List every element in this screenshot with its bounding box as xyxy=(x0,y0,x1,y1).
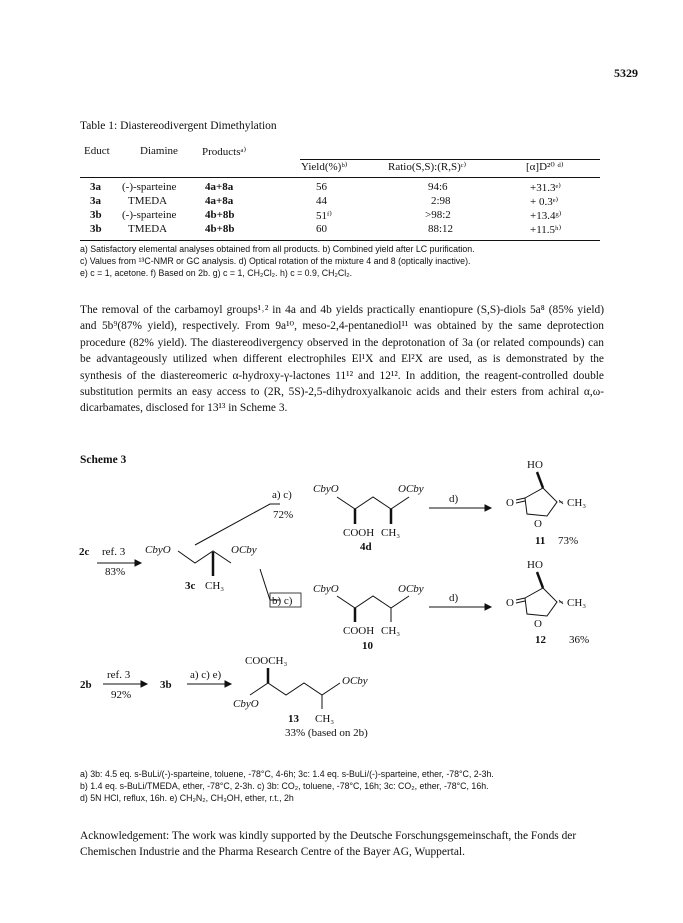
label-yield-83: 83% xyxy=(105,566,126,578)
cell-yield: 44 xyxy=(316,195,327,207)
cell-ratio: 94:6 xyxy=(428,181,448,193)
label-ch3-10: CH₃ xyxy=(381,625,401,637)
label-13: 13 xyxy=(288,713,299,725)
header-rule xyxy=(80,177,600,178)
label-ho-11: HO xyxy=(527,459,543,471)
label-o-ring-11: O xyxy=(534,518,542,530)
cell-ratio: 2:98 xyxy=(431,195,451,207)
scheme-footnote: a) 3b: 4.5 eq. s-BuLi/(-)-sparteine, toluene, -78°C, 4-6h; 3c: 1.4 eq. s-BuLi/(-)-sparteine, ether, -78°C, 2-3h. xyxy=(80,769,494,779)
label-3b: 3b xyxy=(160,679,172,691)
label-ho-12: HO xyxy=(527,559,543,571)
label-cond-d-top: d) xyxy=(449,493,459,505)
label-ocby-4d: OCby xyxy=(398,483,424,495)
label-cond-ace: a) c) e) xyxy=(190,669,222,681)
label-ch3-12: CH₃ xyxy=(567,597,587,609)
table-caption: Table 1: Diastereodivergent Dimethylation xyxy=(80,120,277,132)
label-cbyo-10: CbyO xyxy=(313,583,339,595)
label-cooch3: COOCH₃ xyxy=(245,655,288,667)
cell-educt: 3b xyxy=(90,223,102,235)
header-educt: Educt xyxy=(84,145,110,157)
header-rotation: [α]D²⁰ ᵈ⁾ xyxy=(526,161,564,173)
cell-diamine: TMEDA xyxy=(128,195,168,207)
header-yield: Yield(%)ᵇ⁾ xyxy=(301,161,348,173)
cell-educt: 3b xyxy=(90,209,102,221)
cell-diamine: (-)-sparteine xyxy=(122,181,177,193)
label-cooh-10: COOH xyxy=(343,625,375,637)
cell-products: 4a+8a xyxy=(205,181,234,193)
body-paragraph-text: The removal of the carbamoyl groups¹˒² in 4a and 4b yields practically enantiopure (S,S)-diols 5a⁸ (85% yield) and 5b⁹(87% yield), respectively. From 9a¹⁰, meso-2,4-pentanediol¹¹ was obtained by the same deprotection procedure (82% yield). The diastereodivergency observed in the deprotonation of 3a (or related compounds) can be advantageously utilized when different electrophiles El¹X and El²X are used, as is demonstrated by the synthesis of the diastereomeric α-hydroxy-γ-lactones 11¹² and 12¹². In addition, the reagent-controlled double substitution permits an easy access to (2R, 5S)-2,5-dihydroxyalkanoic acids and their esters from achiral α,ω-dicarbamates, disclosed for 13¹³ in Scheme 3. xyxy=(80,304,604,415)
label-ch3-4d: CH₃ xyxy=(381,527,401,539)
label-2b: 2b xyxy=(80,679,92,691)
cell-rotation: +31.3ᵉ⁾ xyxy=(530,182,561,194)
header-products: Productsᵃ⁾ xyxy=(202,146,247,158)
scheme-footnote: d) 5N HCl, reflux, 16h. e) CH₂N₂, CH₃OH, ether, r.t., 2h xyxy=(80,793,294,803)
label-10: 10 xyxy=(362,640,373,652)
cell-yield: 56 xyxy=(316,181,327,193)
label-yield-73: 73% xyxy=(558,535,579,547)
label-cooh-4d: COOH xyxy=(343,527,375,539)
label-ref3-b: ref. 3 xyxy=(107,669,131,681)
header-ratio: Ratio(S,S):(R,S)ᶜ⁾ xyxy=(388,161,467,173)
label-ch3-11: CH₃ xyxy=(567,497,587,509)
cell-products: 4b+8b xyxy=(205,223,235,235)
cell-rotation: + 0.3ᵉ⁾ xyxy=(530,196,559,208)
scheme-footnote: b) 1.4 eq. s-BuLi/TMEDA, ether, -78°C, 2-3h. c) 3b: CO₂, toluene, -78°C, 16h; 3c: CO₂, ether, -78°C, 16h. xyxy=(80,781,489,791)
label-ocby-3c: OCby xyxy=(231,544,257,556)
table-bottom-rule xyxy=(80,240,600,241)
acknowledgement: Acknowledgement: The work was kindly supported by the Deutsche Forschungsgemeinschaft, the Fonds der Chemischen Industrie and the Pharma Research Centre of the Bayer AG, Wuppertal. xyxy=(80,830,577,859)
label-yield-36: 36% xyxy=(569,634,590,646)
cell-yield: 51ᶠ⁾ xyxy=(316,210,332,222)
label-3c: 3c xyxy=(185,580,196,592)
label-o-carbonyl-11: O xyxy=(506,497,514,509)
cell-educt: 3a xyxy=(90,181,101,193)
label-11: 11 xyxy=(535,535,546,547)
header-rule-top xyxy=(300,159,600,160)
label-2c: 2c xyxy=(79,546,90,558)
cell-rotation: +11.5ʰ⁾ xyxy=(530,224,562,236)
table-footnote: e) c = 1, acetone. f) Based on 2b. g) c = 1, CH₂Cl₂. h) c = 0.9, CH₂Cl₂. xyxy=(80,268,353,278)
label-ocby-10: OCby xyxy=(398,583,424,595)
table-footnote: c) Values from ¹³C-NMR or GC analysis. d) Optical rotation of the mixture 4 and 8 (optically inactive). xyxy=(80,256,471,266)
label-4d: 4d xyxy=(360,541,372,553)
cell-educt: 3a xyxy=(90,195,101,207)
label-cond-bc: b) c) xyxy=(272,595,293,607)
header-diamine: Diamine xyxy=(140,145,178,157)
label-cbyo-4d: CbyO xyxy=(313,483,339,495)
label-o-ring-12: O xyxy=(534,618,542,630)
cell-diamine: (-)-sparteine xyxy=(122,209,177,221)
label-cond-d-bottom: d) xyxy=(449,592,459,604)
label-cbyo-3c: CbyO xyxy=(145,544,171,556)
cell-products: 4b+8b xyxy=(205,209,235,221)
page-number: 5329 xyxy=(614,66,638,80)
label-ch3-3c: CH₃ xyxy=(205,580,225,592)
label-yield-72: 72% xyxy=(273,509,294,521)
scheme-diagram xyxy=(75,452,615,762)
label-ch3-13: CH₃ xyxy=(315,713,335,725)
body-paragraph xyxy=(80,302,604,417)
label-yield-92: 92% xyxy=(111,689,132,701)
cell-ratio: >98:2 xyxy=(425,209,451,221)
cell-products: 4a+8a xyxy=(205,195,234,207)
cell-rotation: +13.4ᵍ⁾ xyxy=(530,210,562,222)
cell-ratio: 88:12 xyxy=(428,223,454,235)
label-ocby-13: OCby xyxy=(342,675,368,687)
label-cbyo-13: CbyO xyxy=(233,698,259,710)
scheme-title: Scheme 3 xyxy=(80,454,127,466)
cell-yield: 60 xyxy=(316,223,327,235)
label-ref3: ref. 3 xyxy=(102,546,126,558)
table-footnote: a) Satisfactory elemental analyses obtained from all products. b) Combined yield after LC purification. xyxy=(80,244,475,254)
label-o-carbonyl-12: O xyxy=(506,597,514,609)
label-cond-ac: a) c) xyxy=(272,489,292,501)
label-12: 12 xyxy=(535,634,546,646)
cell-diamine: TMEDA xyxy=(128,223,168,235)
label-yield-13: 33% (based on 2b) xyxy=(285,727,368,739)
